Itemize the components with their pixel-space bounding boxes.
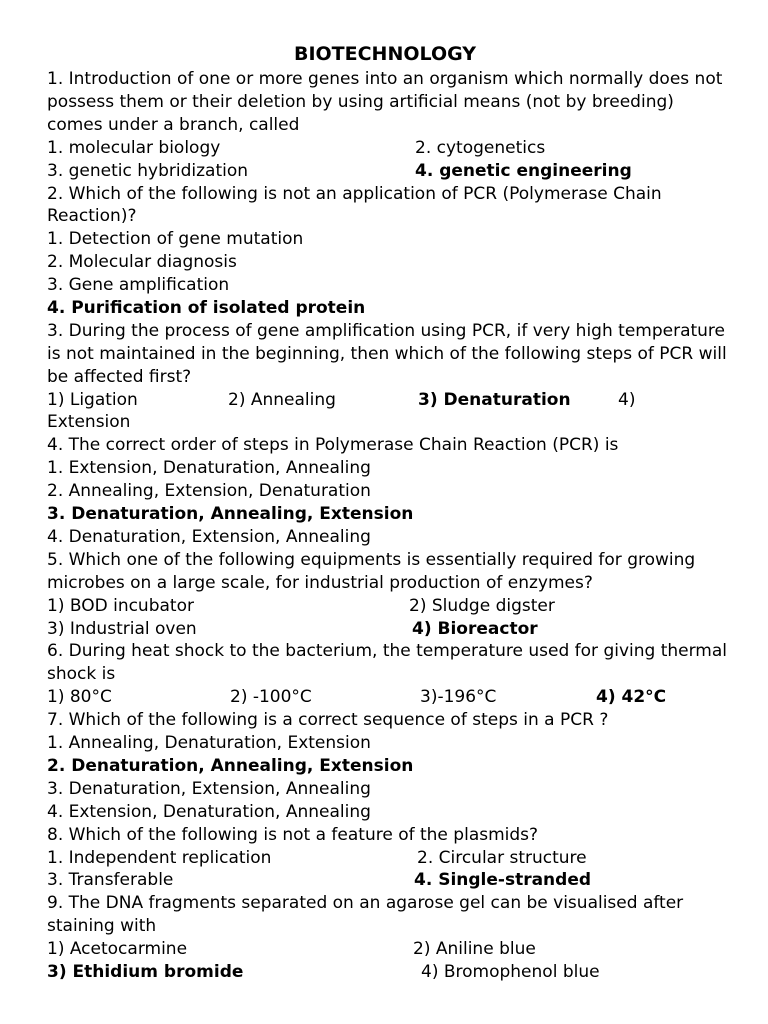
q7-option-3: 3. Denaturation, Extension, Annealing: [47, 778, 371, 799]
q2-option-4-answer: 4. Purification of isolated protein: [47, 297, 366, 318]
q9-option-1: 1) Acetocarmine: [47, 939, 188, 960]
question-7: 7. Which of the following is a correct sequence of steps in a PCR ?: [47, 710, 609, 731]
q4-option-1: 1. Extension, Denaturation, Annealing: [47, 458, 371, 479]
q2-option-2: 2. Molecular diagnosis: [47, 252, 237, 273]
q5-option-3: 3) Industrial oven: [47, 618, 197, 639]
question-2: 2. Which of the following is not an application of PCR (Polymerase Chain Reaction)?: [47, 183, 662, 227]
q6-option-2: 2) -100°C: [230, 687, 312, 708]
q8-option-2: 2. Circular structure: [417, 847, 587, 868]
q4-option-4: 4. Denaturation, Extension, Annealing: [47, 526, 371, 547]
question-6: 6. During heat shock to the bacterium, the temperature used for giving thermal shock is: [47, 641, 728, 685]
q1-options-row-1: [47, 137, 747, 160]
q6-option-4-answer: 4) 42°C: [596, 687, 667, 708]
q9-option-3-answer: 3) Ethidium bromide: [47, 962, 244, 982]
q6-option-3: 3)-196°C: [420, 687, 497, 708]
q8-option-3: 3. Transferable: [47, 870, 174, 891]
q5-option-2: 2) Sludge digster: [409, 595, 555, 616]
question-4: 4. The correct order of steps in Polymerase Chain Reaction (PCR) is: [47, 435, 619, 456]
q5-options-row-1: [47, 595, 747, 618]
q6-options-row: [47, 686, 747, 709]
q3-option-1: 1) Ligation: [47, 389, 138, 410]
q9-options-row-1: [47, 938, 747, 961]
question-9: 9. The DNA fragments separated on an agarose gel can be visualised after staining with: [47, 893, 684, 937]
q5-option-1: 1) BOD incubator: [47, 595, 194, 616]
q4-option-3-answer: 3. Denaturation, Annealing, Extension: [47, 504, 414, 525]
q7-option-2-answer: 2. Denaturation, Annealing, Extension: [47, 755, 414, 776]
question-5: 5. Which one of the following equipments is essentially required for growing microbes on a large scale, for industrial production of enzymes?: [47, 549, 696, 593]
q3-option-4-text: Extension: [47, 412, 131, 433]
q8-option-4-answer: 4. Single-stranded: [414, 870, 592, 891]
q5-option-4-answer: 4) Bioreactor: [412, 618, 538, 639]
q7-option-4: 4. Extension, Denaturation, Annealing: [47, 801, 371, 822]
q2-option-1: 1. Detection of gene mutation: [47, 229, 304, 250]
q8-option-1: 1. Independent replication: [47, 847, 272, 868]
document-page: [47, 40, 747, 984]
q1-option-3: 3. genetic hybridization: [47, 160, 249, 181]
q1-options-row-2: [47, 160, 747, 183]
question-3: 3. During the process of gene amplification using PCR, if very high temperature is not maintained in the beginning, then which of the following steps of PCR will be affected first?: [47, 320, 727, 387]
q7-option-1: 1. Annealing, Denaturation, Extension: [47, 733, 371, 754]
q9-option-2: 2) Aniline blue: [413, 939, 536, 960]
question-8: 8. Which of the following is not a feature of the plasmids?: [47, 824, 539, 845]
q9-options-row-2: [47, 961, 747, 984]
q3-option-3-answer: 3) Denaturation: [418, 389, 571, 410]
page-title: BIOTECHNOLOGY: [293, 43, 477, 65]
q3-options-row: [47, 389, 747, 412]
q2-option-3: 3. Gene amplification: [47, 275, 230, 296]
q4-option-2: 2. Annealing, Extension, Denaturation: [47, 481, 371, 502]
q9-option-4: 4) Bromophenol blue: [421, 962, 600, 982]
q1-option-1: 1. molecular biology: [47, 137, 221, 158]
q8-options-row-2: [47, 869, 747, 892]
q8-options-row-1: [47, 847, 747, 870]
q1-option-2: 2. cytogenetics: [415, 137, 546, 158]
q1-option-4-answer: 4. genetic engineering: [415, 160, 632, 181]
q6-option-1: 1) 80°C: [47, 687, 112, 708]
q3-option-4-number: 4): [618, 389, 636, 410]
q5-options-row-2: [47, 618, 747, 641]
question-1: 1. Introduction of one or more genes into an organism which normally does not possess them or their deletion by using artificial means (not by breeding) comes under a branch, called: [47, 69, 723, 135]
q3-option-2: 2) Annealing: [228, 389, 336, 410]
